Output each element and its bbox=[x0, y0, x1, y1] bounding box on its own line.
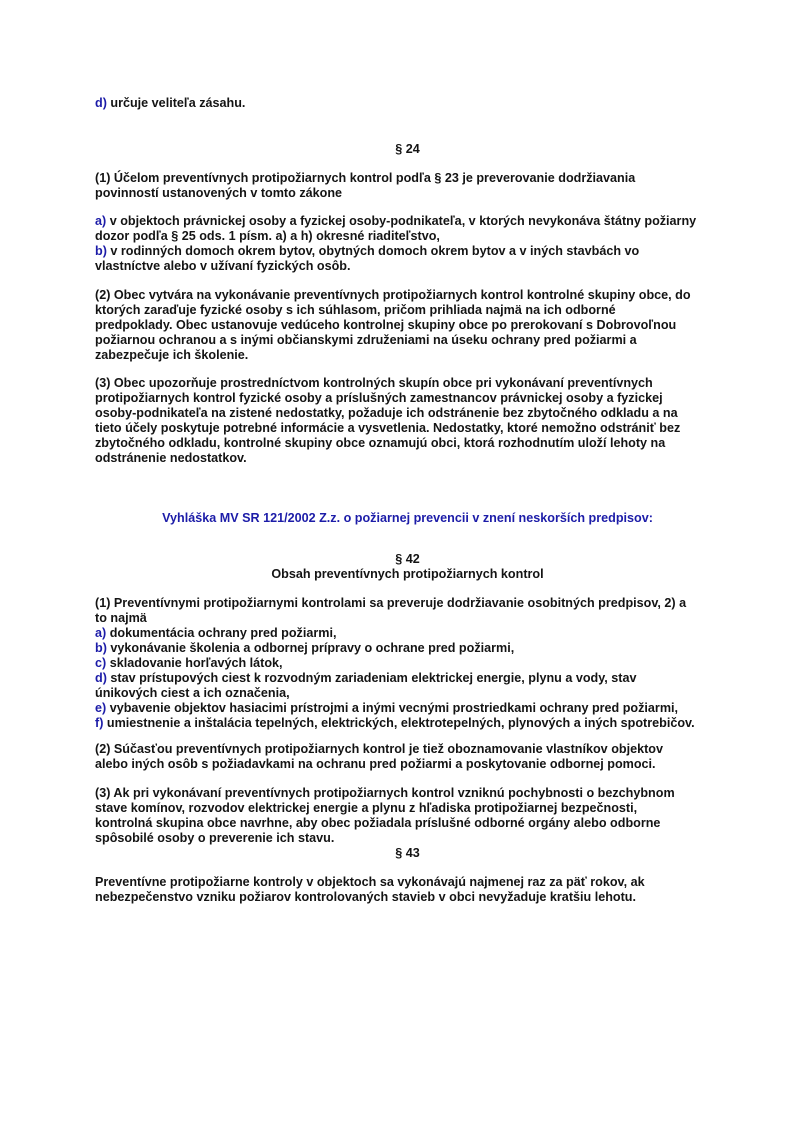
section-subheading: Obsah preventívnych protipožiarnych kontrol bbox=[271, 567, 544, 581]
paragraph-line: (1) Účelom preventívnych protipožiarnych kontrol podľa § 23 je preverovanie dodržiavania bbox=[95, 171, 636, 185]
list-label: d) bbox=[95, 671, 107, 685]
paragraph-line: požiarnou ochranou a s inými občianskymi združeniami na úseku ochrany pred požiarmi a bbox=[95, 333, 637, 347]
list-text: v rodinných domoch okrem bytov, obytných domoch okrem bytov a v iných stavbách vo bbox=[106, 244, 640, 258]
list-text: stav prístupových ciest k rozvodným zariadeniam elektrickej energie, plynu a vody, stav bbox=[106, 671, 637, 685]
paragraph-line: (2) Súčasťou preventívnych protipožiarnych kontrol je tiež oboznamovanie vlastníkov objektov bbox=[95, 742, 663, 756]
section-42-paragraph-2 bbox=[95, 742, 720, 772]
section-24-paragraph-1 bbox=[95, 171, 720, 201]
section-42-list bbox=[95, 626, 720, 731]
list-label: b) bbox=[95, 244, 107, 258]
section-heading: § 43 bbox=[395, 846, 420, 860]
paragraph-line: odstránenie nedostatkov. bbox=[95, 451, 247, 465]
list-text: dokumentácia ochrany pred požiarmi, bbox=[106, 626, 337, 640]
paragraph-line: stave komínov, rozvodov elektrickej energie a plynu z hľadiska protipožiarnej bezpečnosti, bbox=[95, 801, 638, 815]
decree-title: Vyhláška MV SR 121/2002 Z.z. o požiarnej prevencii v znení neskorších predpisov: bbox=[162, 511, 653, 525]
list-item-a bbox=[95, 626, 720, 641]
paragraph-line: kontrolná skupina obce navrhne, aby obec požiadala príslušné odborné orgány alebo odborne bbox=[95, 816, 661, 830]
list-text: v objektoch právnickej osoby a fyzickej osoby-podnikateľa, v ktorých nevykonáva štátny požiarny bbox=[106, 214, 697, 228]
list-text: vykonávanie školenia a odbornej prípravy o ochrane pred požiarmi, bbox=[106, 641, 515, 655]
paragraph-line: (3) Obec upozorňuje prostredníctvom kontrolných skupín obce pri vykonávaní preventívnych bbox=[95, 376, 653, 390]
paragraph-line: protipožiarnych kontrol fyzické osoby a príslušných zamestnancov právnickej osoby a fyzickej bbox=[95, 391, 663, 405]
paragraph-line: (3) Ak pri vykonávaní preventívnych protipožiarnych kontrol vzniknú pochybnosti o bezchybnom bbox=[95, 786, 675, 800]
list-label: e) bbox=[95, 701, 107, 715]
list-label: d) bbox=[95, 96, 107, 110]
intro-list-item bbox=[95, 96, 720, 111]
list-text: dozor podľa § 25 ods. 1 písm. a) a h) okresné riaditeľstvo, bbox=[95, 229, 440, 243]
paragraph-line: povinností ustanovených v tomto zákone bbox=[95, 186, 343, 200]
list-item-e bbox=[95, 701, 720, 716]
paragraph-line: (1) Preventívnymi protipožiarnymi kontrolami sa preveruje dodržiavanie osobitných predpisov, 2) a bbox=[95, 596, 687, 610]
paragraph-line: Preventívne protipožiarne kontroly v objektoch sa vykonávajú najmenej raz za päť rokov, ak bbox=[95, 875, 645, 889]
paragraph-line: (2) Obec vytvára na vykonávanie preventívnych protipožiarnych kontrol kontrolné skupiny obce, do bbox=[95, 288, 691, 302]
section-42-paragraph-1 bbox=[95, 596, 720, 626]
list-item-c bbox=[95, 656, 720, 671]
paragraph-line: ktorých zaraďuje fyzické osoby s ich súhlasom, pričom prihliada najmä na ich odborné bbox=[95, 303, 616, 317]
list-text: vlastníctve alebo v užívaní fyzických osôb. bbox=[95, 259, 351, 273]
list-item-d bbox=[95, 671, 720, 701]
list-text: vybavenie objektov hasiacimi prístrojmi a inými vecnými prostriedkami ochrany pred požiarmi, bbox=[106, 701, 679, 715]
paragraph-line: spôsobilé osoby o preverenie ich stavu. bbox=[95, 831, 335, 845]
section-43-paragraph bbox=[95, 875, 720, 905]
paragraph-line: tieto účely poskytuje potrebné informácie a vysvetlenia. Nedostatky, ktoré nemožno odstrániť bez bbox=[95, 421, 681, 435]
list-label: b) bbox=[95, 641, 107, 655]
section-42-heading-block bbox=[95, 552, 720, 582]
paragraph-line: zbytočného odkladu, kontrolné skupiny obce oznamujú obci, ktorá rozhodnutím uloží lehoty na bbox=[95, 436, 666, 450]
list-text: určuje veliteľa zásahu. bbox=[106, 96, 246, 110]
paragraph-line: osoby-podnikateľa na zistené nedostatky, požaduje ich odstránenie bez zbytočného odkladu a na bbox=[95, 406, 678, 420]
list-label: a) bbox=[95, 626, 107, 640]
paragraph-line: predpoklady. Obec ustanovuje vedúceho kontrolnej skupiny obce po prerokovaní s Dobrovoľnou bbox=[95, 318, 677, 332]
list-text: skladovanie horľavých látok, bbox=[106, 656, 283, 670]
paragraph-line: zabezpečuje ich školenie. bbox=[95, 348, 249, 362]
section-24-paragraph-2 bbox=[95, 288, 720, 363]
section-24-list bbox=[95, 214, 720, 274]
list-label: c) bbox=[95, 656, 107, 670]
list-item-b bbox=[95, 244, 720, 274]
section-43-heading-block bbox=[95, 846, 720, 861]
paragraph-line: to najmä bbox=[95, 611, 147, 625]
section-24-heading-block bbox=[95, 142, 720, 157]
list-label: f) bbox=[95, 716, 104, 730]
paragraph-line: alebo iných osôb s požiadavkami na ochranu pred požiarmi a poskytovanie odbornej pomoci. bbox=[95, 757, 656, 771]
section-heading: § 42 bbox=[395, 552, 420, 566]
list-item-f bbox=[95, 716, 720, 731]
list-item-b bbox=[95, 641, 720, 656]
section-24-paragraph-3 bbox=[95, 376, 720, 466]
list-label: a) bbox=[95, 214, 107, 228]
paragraph-line: nebezpečenstvo vzniku požiarov kontrolovaných stavieb v obci nevyžaduje kratšiu lehotu. bbox=[95, 890, 636, 904]
list-text: umiestnenie a inštalácia tepelných, elektrických, elektrotepelných, plynových a iných spotrebičov. bbox=[103, 716, 695, 730]
section-42-paragraph-3 bbox=[95, 786, 720, 846]
decree-title-block bbox=[95, 511, 720, 526]
list-text: únikových ciest a ich označenia, bbox=[95, 686, 290, 700]
section-heading: § 24 bbox=[395, 142, 420, 156]
list-item-a bbox=[95, 214, 720, 244]
